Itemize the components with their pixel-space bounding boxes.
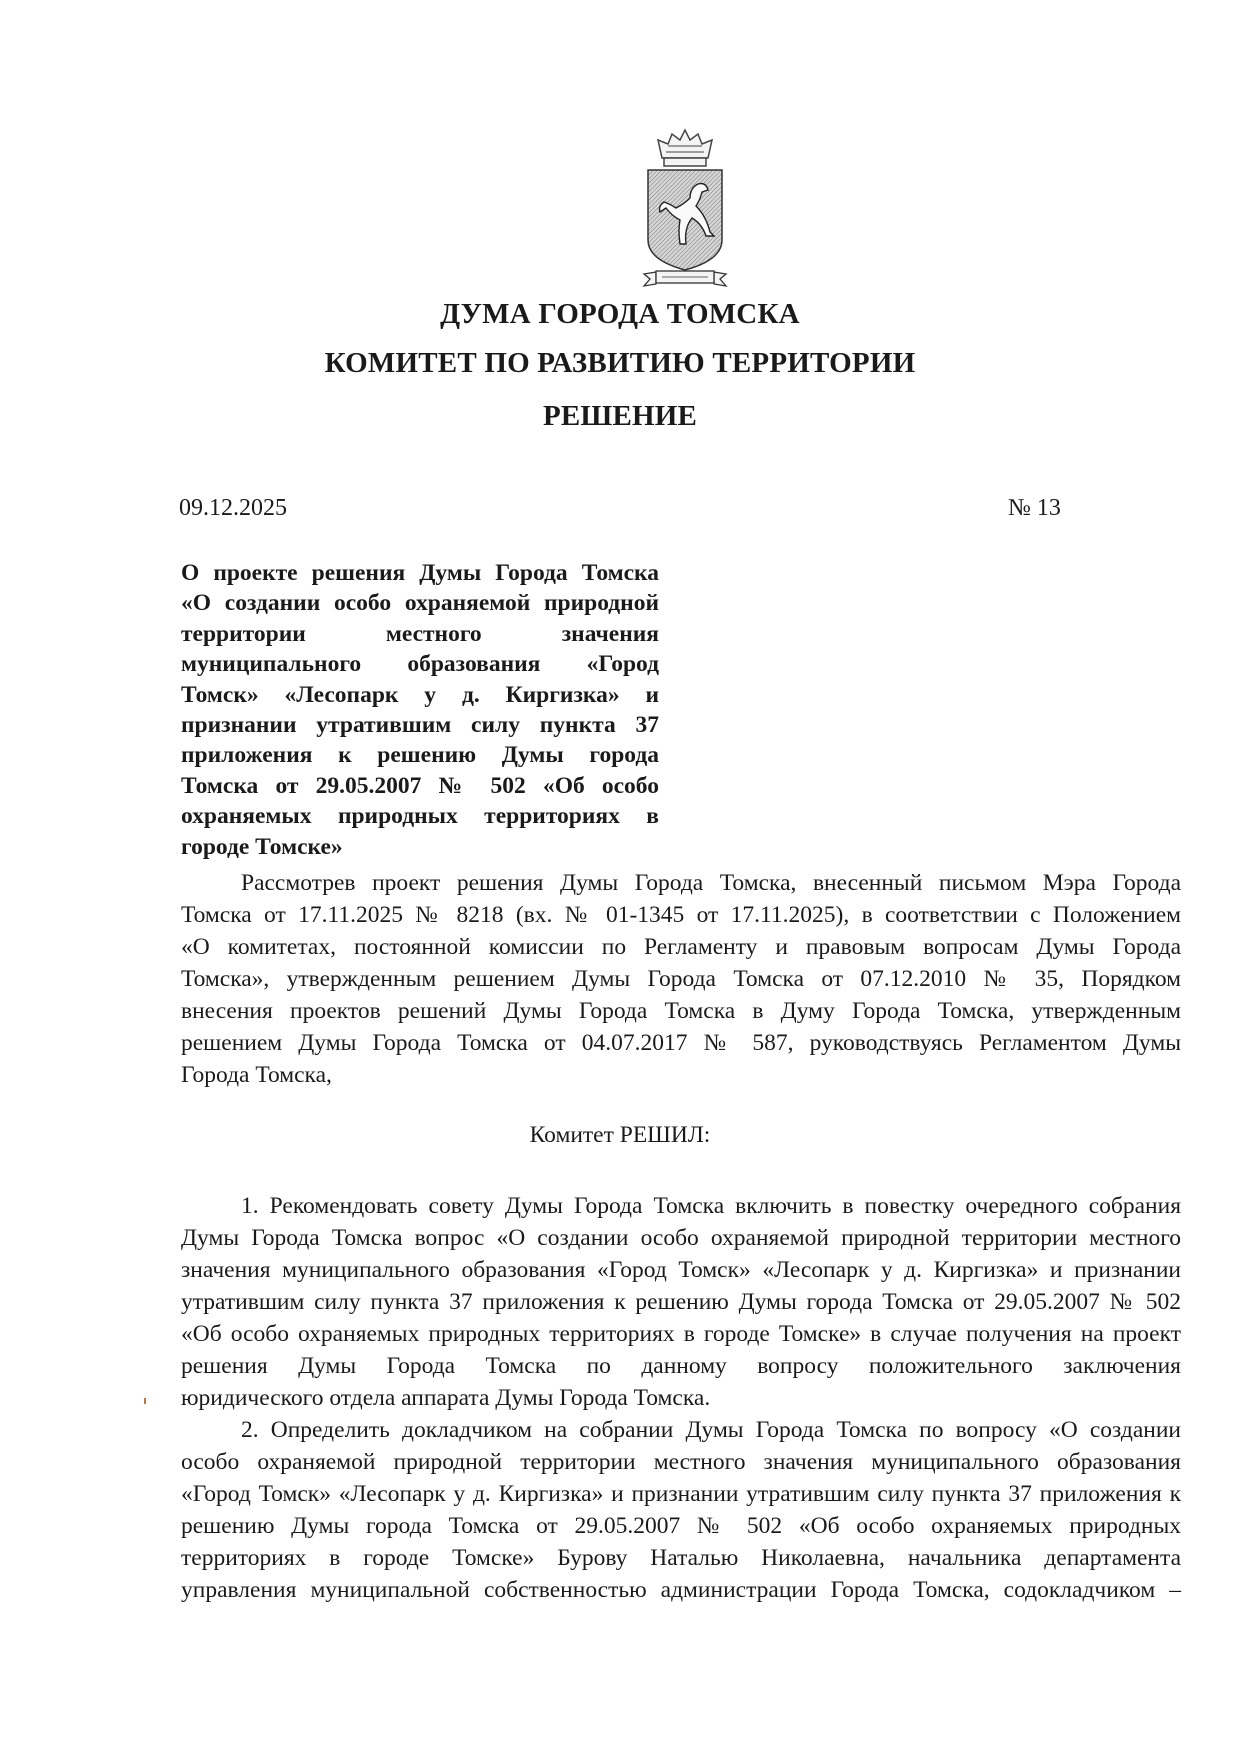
subject-line: охраняемых природных территориях в <box>181 803 659 830</box>
subject-line: Томска от 29.05.2007 № 502 «Об особо <box>181 772 659 799</box>
preamble-line: Рассмотрев проект решения Думы Города Томска, внесенный письмом Мэра Города <box>241 870 1181 896</box>
decision-subject <box>181 558 659 862</box>
scan-mark <box>144 1398 146 1404</box>
subject-line: территории местного значения <box>181 620 659 647</box>
subject-line: признании утратившим силу пункта 37 <box>181 711 659 738</box>
ribbon-icon <box>644 271 726 286</box>
coat-of-arms-icon <box>640 128 730 288</box>
preamble-line: Города Томска, <box>181 1062 332 1088</box>
preamble-line: Томска от 17.11.2025 № 8218 (вх. № 01-1345 от 17.11.2025), в соответствии с Положением <box>181 902 1181 928</box>
subject-line: «О создании особо охраняемой природной <box>181 590 659 617</box>
item-line: «Об особо охраняемых природных территориях в городе Томске» в случае получения на проект <box>181 1321 1181 1347</box>
preamble-line: «О комитетах, постоянной комиссии по Регламенту и правовым вопросам Думы Города <box>181 934 1181 960</box>
preamble-line: решением Думы Города Томска от 04.07.2017 № 587, руководствуясь Регламентом Думы <box>181 1030 1181 1056</box>
preamble-line: внесения проектов решений Думы Города Томска в Думу Города Томска, утвержденным <box>181 998 1181 1024</box>
decision-item-1 <box>181 1190 1181 1414</box>
preamble-line: Томска», утвержденным решением Думы Города Томска от 07.12.2010 № 35, Порядком <box>181 966 1181 992</box>
item-line: решения Думы Города Томска по данному вопросу положительного заключения <box>181 1353 1181 1379</box>
item-line: управления муниципальной собственностью администрации Города Томска, содокладчиком – <box>181 1577 1181 1603</box>
preamble-paragraph <box>181 867 1181 1091</box>
item-line: утратившим силу пункта 37 приложения к решению Думы города Томска от 29.05.2007 № 502 <box>181 1289 1181 1315</box>
item-line: 2. Определить докладчиком на собрании Думы Города Томска по вопросу «О создании <box>241 1417 1181 1443</box>
document-type: РЕШЕНИЕ <box>542 400 698 432</box>
decision-item-2 <box>181 1414 1181 1606</box>
item-line: особо охраняемой природной территории местного значения муниципального образования <box>181 1449 1181 1475</box>
item-line: Думы Города Томска вопрос «О создании особо охраняемой природной территории местного <box>181 1225 1181 1251</box>
crown-icon <box>658 130 712 166</box>
committee-name: КОМИТЕТ ПО РАЗВИТИЮ ТЕРРИТОРИИ <box>324 347 916 379</box>
subject-line: муниципального образования «Город <box>181 651 659 678</box>
item-line: решению Думы города Томска от 29.05.2007 № 502 «Об особо охраняемых природных <box>181 1513 1181 1539</box>
subject-line: городе Томске» <box>181 833 343 860</box>
subject-line: приложения к решению Думы города <box>181 742 659 769</box>
organization-name: ДУМА ГОРОДА ТОМСКА <box>440 298 800 330</box>
decided-heading: Комитет РЕШИЛ: <box>529 1122 711 1148</box>
item-line: значения муниципального образования «Город Томск» «Лесопарк у д. Киргизка» и признании <box>181 1257 1181 1283</box>
subject-line: О проекте решения Думы Города Томска <box>181 560 659 586</box>
item-line: «Город Томск» «Лесопарк у д. Киргизка» и признании утратившим силу пункта 37 приложения к <box>181 1481 1181 1507</box>
decision-number: № 13 <box>1008 495 1061 521</box>
item-line: 1. Рекомендовать совету Думы Города Томска включить в повестку очередного собрания <box>241 1193 1181 1219</box>
subject-line: Томск» «Лесопарк у д. Киргизка» и <box>181 681 659 708</box>
decision-date: 09.12.2025 <box>179 495 287 521</box>
item-line: юридического отдела аппарата Думы Города Томска. <box>181 1385 711 1411</box>
item-line: территориях в городе Томске» Бурову Наталью Николаевна, начальника департамента <box>181 1545 1181 1571</box>
